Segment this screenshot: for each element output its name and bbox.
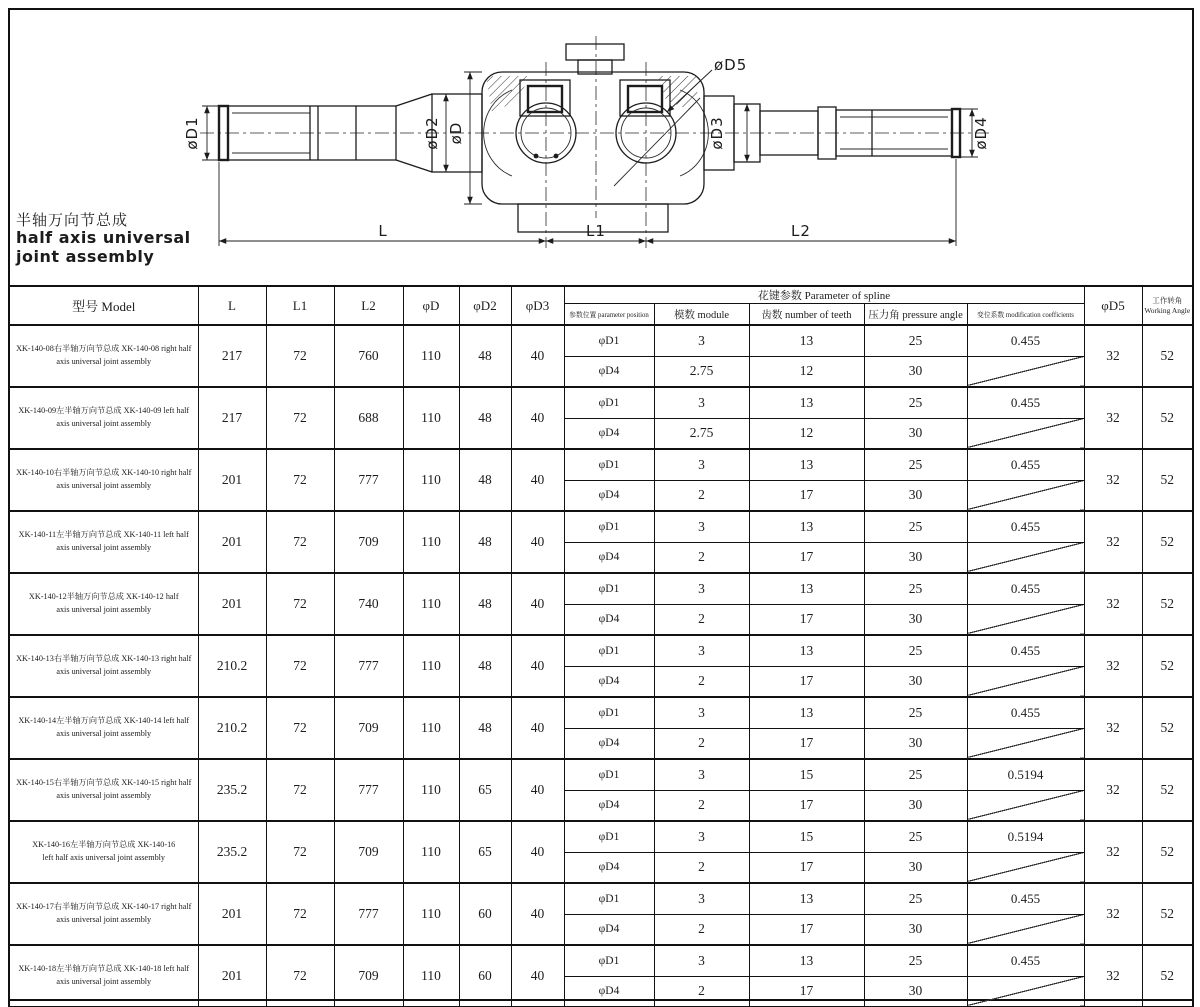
dim-label-d1: øD1 — [183, 116, 201, 150]
cell-L1: 72 — [266, 759, 334, 821]
cell-spline-pos-d4: φD4 — [564, 852, 654, 883]
cell-model — [9, 821, 198, 883]
cell-working-angle: 52 — [1142, 635, 1193, 697]
diameter-dimensions — [183, 56, 990, 204]
cell-model — [9, 697, 198, 759]
cell-coeff-d1: 0.455 — [967, 387, 1084, 418]
cell-working-angle: 52 — [1142, 573, 1193, 635]
model-line2: left half axis universal joint assembly — [42, 853, 166, 862]
table-row — [9, 759, 1193, 790]
cell-coeff-d4 — [967, 914, 1084, 945]
cell-pressure-d1: 25 — [864, 387, 967, 418]
dim-label-L2: L2 — [791, 222, 811, 240]
cell-dD3: 40 — [511, 387, 564, 449]
dim-label-L: L — [378, 222, 388, 240]
cell-coeff-d4 — [967, 976, 1084, 1007]
cell-pressure-d1: 25 — [864, 945, 967, 976]
cell-module-d4: 2 — [654, 852, 749, 883]
dim-label-L1: L1 — [586, 222, 606, 240]
model-line2: axis universal joint assembly — [56, 915, 152, 924]
model-line1: XK-140-12半轴万向节总成 XK-140-12 half — [28, 592, 179, 602]
cell-coeff-d1: 0.455 — [967, 635, 1084, 666]
table-row — [9, 511, 1193, 542]
model-line1: XK-140-08右半轴万向节总成 XK-140-08 right half — [16, 344, 192, 354]
header-pressure-angle: 压力角 pressure angle — [864, 304, 967, 326]
cell-L1: 72 — [266, 511, 334, 573]
cell-dD3: 40 — [511, 945, 564, 1007]
cell-module-d1: 3 — [654, 449, 749, 480]
cell-teeth-d1: 15 — [749, 821, 864, 852]
header-mod-coeff: 变位系数 modification coefficients — [967, 304, 1084, 326]
cell-spline-pos-d4: φD4 — [564, 976, 654, 1007]
model-line2: axis universal joint assembly — [56, 543, 152, 552]
cell-pressure-d1: 25 — [864, 759, 967, 790]
cell-spline-pos-d4: φD4 — [564, 480, 654, 511]
cell-dD: 110 — [403, 387, 459, 449]
cell-L2: 709 — [334, 821, 403, 883]
cell-L1: 72 — [266, 325, 334, 387]
cell-dD5: 32 — [1084, 883, 1142, 945]
cell-working-angle: 52 — [1142, 883, 1193, 945]
cell-module-d4: 2 — [654, 480, 749, 511]
cell-spline-pos-d1: φD1 — [564, 697, 654, 728]
cell-model — [9, 759, 198, 821]
cell-L: 201 — [198, 573, 266, 635]
cell-L: 210.2 — [198, 697, 266, 759]
cell-dD: 110 — [403, 883, 459, 945]
cell-coeff-d1: 0.455 — [967, 697, 1084, 728]
cell-L: 217 — [198, 325, 266, 387]
cell-L2: 777 — [334, 883, 403, 945]
cell-module-d1: 3 — [654, 511, 749, 542]
cell-spline-pos-d1: φD1 — [564, 573, 654, 604]
cell-spline-pos-d4: φD4 — [564, 914, 654, 945]
dim-label-d3: øD3 — [708, 116, 726, 150]
cell-spline-pos-d4: φD4 — [564, 728, 654, 759]
cell-L1: 72 — [266, 573, 334, 635]
cell-dD5: 32 — [1084, 945, 1142, 1007]
cell-working-angle: 52 — [1142, 697, 1193, 759]
cell-L1: 72 — [266, 449, 334, 511]
cell-module-d1: 3 — [654, 635, 749, 666]
cell-L1: 72 — [266, 697, 334, 759]
cell-teeth-d4: 17 — [749, 728, 864, 759]
table-row — [9, 945, 1193, 976]
cell-coeff-d1: 0.455 — [967, 325, 1084, 356]
cell-teeth-d4: 17 — [749, 542, 864, 573]
cell-dD5: 32 — [1084, 635, 1142, 697]
cell-coeff-d1: 0.455 — [967, 883, 1084, 914]
length-dimensions — [219, 159, 956, 246]
cell-module-d4: 2 — [654, 790, 749, 821]
cell-pressure-d1: 25 — [864, 883, 967, 914]
cell-working-angle: 52 — [1142, 449, 1193, 511]
cell-spline-pos-d4: φD4 — [564, 356, 654, 387]
header-dD5: φD5 — [1084, 286, 1142, 325]
cell-working-angle: 52 — [1142, 387, 1193, 449]
cell-pressure-d1: 25 — [864, 325, 967, 356]
cell-dD5: 32 — [1084, 511, 1142, 573]
cell-dD5: 32 — [1084, 759, 1142, 821]
cell-dD: 110 — [403, 821, 459, 883]
cell-dD: 110 — [403, 759, 459, 821]
cell-teeth-d1: 13 — [749, 883, 864, 914]
cell-coeff-d1: 0.5194 — [967, 759, 1084, 790]
model-line1: XK-140-10右半轴万向节总成 XK-140-10 right half — [16, 468, 192, 478]
cell-dD2: 48 — [459, 387, 511, 449]
cell-module-d1: 3 — [654, 759, 749, 790]
cell-L: 201 — [198, 511, 266, 573]
cell-pressure-d4: 30 — [864, 666, 967, 697]
model-line2: axis universal joint assembly — [56, 419, 152, 428]
cell-pressure-d4: 30 — [864, 542, 967, 573]
table-row — [9, 635, 1193, 666]
cell-spline-pos-d1: φD1 — [564, 821, 654, 852]
cell-spline-pos-d1: φD1 — [564, 449, 654, 480]
cell-dD3: 40 — [511, 821, 564, 883]
model-line1: XK-140-15右半轴万向节总成 XK-140-15 right half — [16, 778, 192, 788]
cell-teeth-d4: 12 — [749, 418, 864, 449]
header-dD3: φD3 — [511, 286, 564, 325]
cell-teeth-d1: 13 — [749, 635, 864, 666]
cell-teeth-d1: 13 — [749, 697, 864, 728]
cell-coeff-d1: 0.5194 — [967, 821, 1084, 852]
header-working-angle-en: Working Angle — [1144, 305, 1191, 315]
model-line2: axis universal joint assembly — [56, 729, 152, 738]
cell-pressure-d1: 25 — [864, 697, 967, 728]
model-line1: XK-140-11左半轴万向节总成 XK-140-11 left half — [18, 530, 189, 540]
cell-dD3: 40 — [511, 635, 564, 697]
cell-dD: 110 — [403, 945, 459, 1007]
cell-model — [9, 511, 198, 573]
cell-coeff-d1: 0.455 — [967, 573, 1084, 604]
dim-label-d: øD — [447, 121, 465, 145]
model-line1: XK-140-16左半轴万向节总成 XK-140-16 — [32, 840, 176, 850]
cell-spline-pos-d1: φD1 — [564, 635, 654, 666]
header-spline-group: 花键参数 Parameter of spline — [564, 286, 1084, 304]
model-line2: axis universal joint assembly — [56, 357, 152, 366]
cell-module-d1: 3 — [654, 821, 749, 852]
cell-spline-pos-d1: φD1 — [564, 511, 654, 542]
cell-L2: 709 — [334, 511, 403, 573]
cell-dD: 110 — [403, 511, 459, 573]
cell-coeff-d4 — [967, 418, 1084, 449]
cell-module-d4: 2.75 — [654, 418, 749, 449]
cell-module-d4: 2 — [654, 666, 749, 697]
cell-teeth-d1: 13 — [749, 325, 864, 356]
cell-teeth-d4: 17 — [749, 604, 864, 635]
model-line2: axis universal joint assembly — [56, 791, 152, 800]
joint-housing — [482, 44, 708, 232]
cell-L: 217 — [198, 387, 266, 449]
cell-coeff-d1: 0.455 — [967, 945, 1084, 976]
cell-L2: 777 — [334, 449, 403, 511]
cell-dD3: 40 — [511, 511, 564, 573]
cell-teeth-d4: 12 — [749, 356, 864, 387]
cell-L2: 777 — [334, 759, 403, 821]
header-param-position: 参数位置 parameter position — [564, 304, 654, 326]
assembly-title-cn: 半轴万向节总成 — [16, 211, 129, 229]
header-dD2: φD2 — [459, 286, 511, 325]
cell-L1: 72 — [266, 821, 334, 883]
header-L1: L1 — [266, 286, 334, 325]
cell-L: 235.2 — [198, 821, 266, 883]
spec-table-body — [9, 325, 1193, 1007]
header-working-angle-cn: 工作转角 — [1152, 296, 1183, 306]
model-line2: axis universal joint assembly — [56, 667, 152, 676]
cell-working-angle: 52 — [1142, 511, 1193, 573]
cell-spline-pos-d4: φD4 — [564, 418, 654, 449]
model-line2: axis universal joint assembly — [56, 481, 152, 490]
dim-label-d2: øD2 — [423, 116, 441, 150]
cell-module-d4: 2 — [654, 542, 749, 573]
table-row — [9, 325, 1193, 356]
header-module: 模数 module — [654, 304, 749, 326]
cell-module-d1: 3 — [654, 573, 749, 604]
cell-working-angle: 52 — [1142, 325, 1193, 387]
cell-model — [9, 573, 198, 635]
center-lines — [200, 36, 992, 248]
cell-model — [9, 635, 198, 697]
cell-coeff-d4 — [967, 852, 1084, 883]
cell-dD2: 65 — [459, 821, 511, 883]
table-row — [9, 449, 1193, 480]
cell-dD2: 48 — [459, 697, 511, 759]
cell-L1: 72 — [266, 635, 334, 697]
cell-module-d4: 2 — [654, 604, 749, 635]
header-working-angle — [1142, 286, 1193, 325]
cell-module-d1: 3 — [654, 387, 749, 418]
table-row — [9, 697, 1193, 728]
cell-working-angle: 52 — [1142, 945, 1193, 1007]
cell-dD3: 40 — [511, 759, 564, 821]
cell-L1: 72 — [266, 883, 334, 945]
cell-pressure-d4: 30 — [864, 356, 967, 387]
cell-pressure-d4: 30 — [864, 790, 967, 821]
header-teeth: 齿数 number of teeth — [749, 304, 864, 326]
cell-dD2: 60 — [459, 883, 511, 945]
cell-L2: 760 — [334, 325, 403, 387]
technical-drawing — [0, 0, 1200, 285]
cell-teeth-d1: 13 — [749, 945, 864, 976]
cell-dD5: 32 — [1084, 449, 1142, 511]
cell-dD5: 32 — [1084, 573, 1142, 635]
cell-module-d4: 2 — [654, 914, 749, 945]
cell-dD5: 32 — [1084, 821, 1142, 883]
cell-module-d4: 2 — [654, 976, 749, 1007]
cell-teeth-d4: 17 — [749, 790, 864, 821]
cell-coeff-d4 — [967, 666, 1084, 697]
cell-spline-pos-d4: φD4 — [564, 542, 654, 573]
cell-dD2: 65 — [459, 759, 511, 821]
assembly-title — [16, 212, 191, 266]
cell-dD: 110 — [403, 635, 459, 697]
cell-L: 201 — [198, 449, 266, 511]
cell-coeff-d4 — [967, 356, 1084, 387]
cell-dD2: 48 — [459, 511, 511, 573]
cell-pressure-d1: 25 — [864, 635, 967, 666]
model-line1: XK-140-14左半轴万向节总成 XK-140-14 left half — [18, 716, 190, 726]
cell-teeth-d1: 15 — [749, 759, 864, 790]
cell-module-d1: 3 — [654, 945, 749, 976]
cell-L2: 688 — [334, 387, 403, 449]
cell-spline-pos-d1: φD1 — [564, 759, 654, 790]
table-row — [9, 821, 1193, 852]
cell-teeth-d4: 17 — [749, 914, 864, 945]
cell-teeth-d4: 17 — [749, 852, 864, 883]
cell-working-angle: 52 — [1142, 821, 1193, 883]
cell-teeth-d1: 13 — [749, 573, 864, 604]
cell-coeff-d1: 0.455 — [967, 511, 1084, 542]
header-model: 型号 Model — [9, 286, 198, 325]
table-row — [9, 573, 1193, 604]
cell-L2: 777 — [334, 635, 403, 697]
cell-model — [9, 945, 198, 1007]
cell-L: 235.2 — [198, 759, 266, 821]
dim-label-d4: øD4 — [972, 116, 990, 150]
assembly-title-en-line1: half axis universal — [16, 228, 191, 248]
cell-L2: 709 — [334, 697, 403, 759]
cell-module-d4: 2.75 — [654, 356, 749, 387]
cell-dD3: 40 — [511, 697, 564, 759]
cell-pressure-d1: 25 — [864, 511, 967, 542]
model-line1: XK-140-09左半轴万向节总成 XK-140-09 left half — [18, 406, 190, 416]
cell-model — [9, 883, 198, 945]
cell-module-d1: 3 — [654, 883, 749, 914]
cell-L: 201 — [198, 945, 266, 1007]
model-line1: XK-140-18左半轴万向节总成 XK-140-18 left half — [18, 964, 190, 974]
cell-dD2: 48 — [459, 325, 511, 387]
cell-dD2: 48 — [459, 573, 511, 635]
cell-dD3: 40 — [511, 449, 564, 511]
cell-working-angle: 52 — [1142, 759, 1193, 821]
header-dD: φD — [403, 286, 459, 325]
table-row — [9, 883, 1193, 914]
cell-coeff-d4 — [967, 604, 1084, 635]
cell-spline-pos-d4: φD4 — [564, 666, 654, 697]
cell-L: 210.2 — [198, 635, 266, 697]
cell-dD3: 40 — [511, 325, 564, 387]
cell-dD3: 40 — [511, 573, 564, 635]
cell-coeff-d4 — [967, 728, 1084, 759]
model-line2: axis universal joint assembly — [56, 977, 152, 986]
cell-coeff-d4 — [967, 790, 1084, 821]
cell-L1: 72 — [266, 945, 334, 1007]
cell-pressure-d4: 30 — [864, 480, 967, 511]
cell-model — [9, 325, 198, 387]
cell-coeff-d4 — [967, 542, 1084, 573]
cell-spline-pos-d1: φD1 — [564, 325, 654, 356]
cell-dD: 110 — [403, 573, 459, 635]
header-L: L — [198, 286, 266, 325]
model-line1: XK-140-17右半轴万向节总成 XK-140-17 right half — [16, 902, 192, 912]
dim-label-d5: øD5 — [714, 56, 748, 74]
cell-dD2: 48 — [459, 449, 511, 511]
cell-coeff-d1: 0.455 — [967, 449, 1084, 480]
cell-spline-pos-d4: φD4 — [564, 790, 654, 821]
table-row — [9, 387, 1193, 418]
cell-teeth-d1: 13 — [749, 387, 864, 418]
cell-pressure-d4: 30 — [864, 976, 967, 1007]
cell-dD5: 32 — [1084, 387, 1142, 449]
cell-teeth-d4: 17 — [749, 976, 864, 1007]
cell-L: 201 — [198, 883, 266, 945]
spec-table — [8, 285, 1194, 1007]
cell-pressure-d4: 30 — [864, 418, 967, 449]
cell-teeth-d1: 13 — [749, 449, 864, 480]
cell-module-d1: 3 — [654, 325, 749, 356]
cell-dD2: 48 — [459, 635, 511, 697]
cell-pressure-d4: 30 — [864, 852, 967, 883]
cell-teeth-d4: 17 — [749, 480, 864, 511]
cell-dD2: 60 — [459, 945, 511, 1007]
cell-model — [9, 449, 198, 511]
header-L2: L2 — [334, 286, 403, 325]
cell-pressure-d1: 25 — [864, 573, 967, 604]
cell-dD3: 40 — [511, 883, 564, 945]
cell-pressure-d1: 25 — [864, 821, 967, 852]
cell-dD: 110 — [403, 325, 459, 387]
model-line1: XK-140-13右半轴万向节总成 XK-140-13 right half — [16, 654, 192, 664]
cell-L2: 709 — [334, 945, 403, 1007]
cell-module-d4: 2 — [654, 728, 749, 759]
cell-spline-pos-d1: φD1 — [564, 945, 654, 976]
cell-model — [9, 387, 198, 449]
cell-L2: 740 — [334, 573, 403, 635]
cell-module-d1: 3 — [654, 697, 749, 728]
cell-pressure-d1: 25 — [864, 449, 967, 480]
cell-spline-pos-d4: φD4 — [564, 604, 654, 635]
assembly-title-en-line2: joint assembly — [16, 246, 155, 266]
cell-teeth-d1: 13 — [749, 511, 864, 542]
cell-dD5: 32 — [1084, 325, 1142, 387]
cell-dD5: 32 — [1084, 697, 1142, 759]
cell-teeth-d4: 17 — [749, 666, 864, 697]
cell-spline-pos-d1: φD1 — [564, 883, 654, 914]
model-line2: axis universal joint assembly — [56, 605, 152, 614]
spec-table-header — [9, 286, 1193, 325]
cell-pressure-d4: 30 — [864, 604, 967, 635]
cell-pressure-d4: 30 — [864, 728, 967, 759]
cell-dD: 110 — [403, 697, 459, 759]
cell-pressure-d4: 30 — [864, 914, 967, 945]
cell-L1: 72 — [266, 387, 334, 449]
cell-coeff-d4 — [967, 480, 1084, 511]
cell-spline-pos-d1: φD1 — [564, 387, 654, 418]
cell-dD: 110 — [403, 449, 459, 511]
